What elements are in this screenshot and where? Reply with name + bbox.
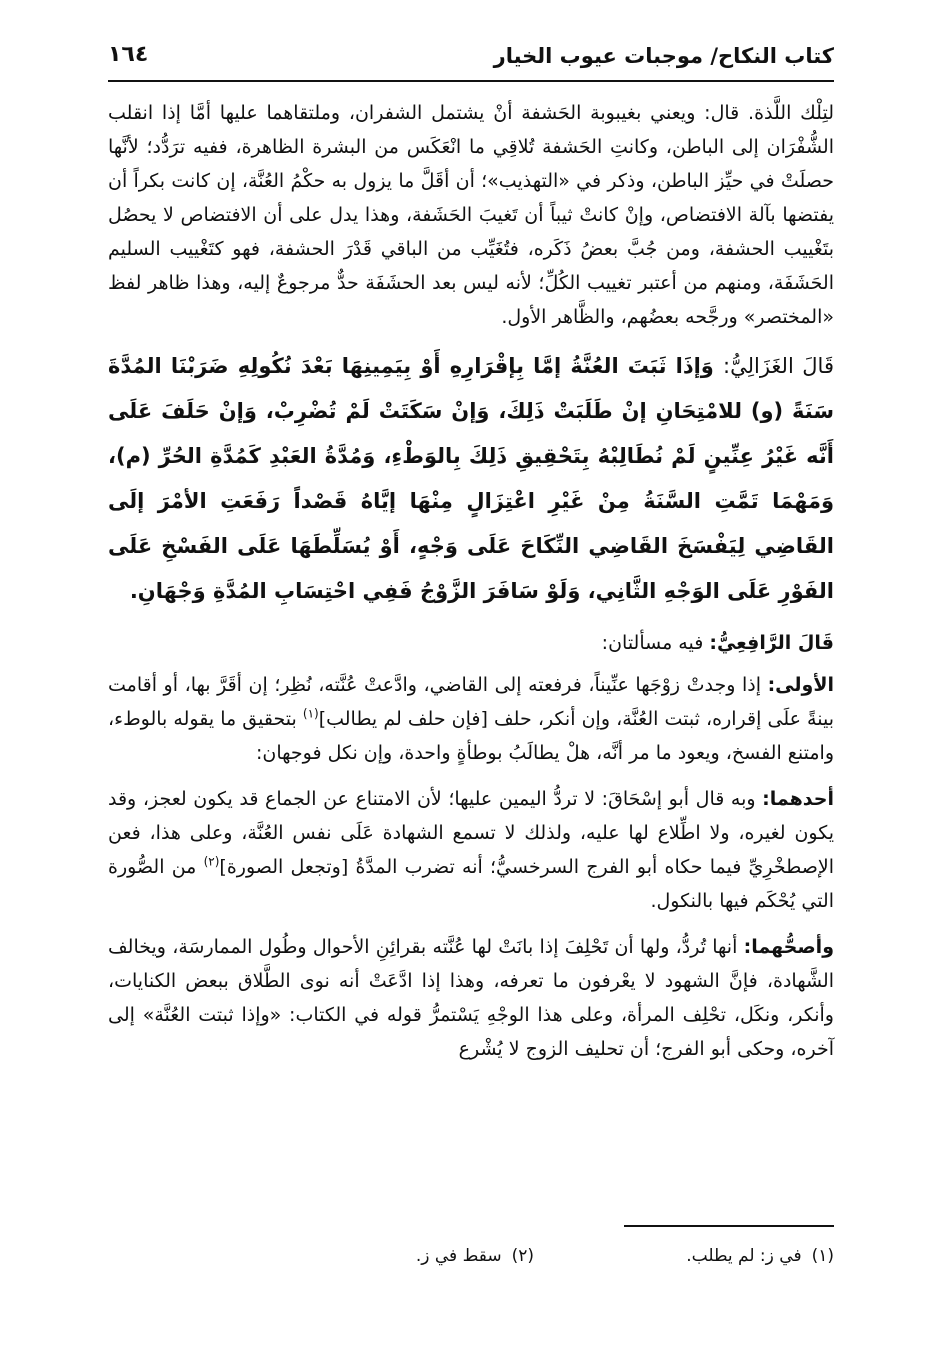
first-view [108, 782, 834, 918]
ghazali-text: وَإذَا ثَبَتَ العُنَّةُ إمَّا بِإقْرَارِهِ أَوْ بِيَمِينِهَا بَعْدَ نُكُولِهِ ضَرَبْنَا المُدَّةَ سَنَةً (و) للامْتِحَانِ إنْ طَلَبَتْ ذَلِكَ، وَإنْ سَكَتَتْ لَمْ تُضْرِبْ، وَإنْ حَلَفَ عَلَى أَنَّه غَيْرُ عِنِّينٍ لَمْ نُطَالِبْهُ بِتَحْقِيقِ ذَلِكَ بِالوَطْءِ، وَمُدَّةُ العَبْدِ كَمُدَّةِ الحُرِّ (م)، وَمَهْمَا تَمَّتِ السَّنَةُ مِنْ غَيْرِ اعْتِزَالٍ مِنْهَا إيَّاهُ قَصْداً رَفَعَتِ الأمْرَ إلَى القَاضِي لِيَفْسَخَ القَاضِي النِّكَاحَ عَلَى وَجْهٍ، أَوْ يُسَلِّطَهَا عَلَى الفَسْخِ عَلَى الفَوْرِ عَلَى الوَجْهِ الثَّانِي، وَلَوْ سَافَرَ الزَّوْجُ فَفِي احْتِسَابِ المُدَّةِ وَجْهَانِ. [108, 354, 834, 603]
footnote-ref-1: (١) [302, 706, 319, 721]
first-view-text-b: من الصُّورة التي يُحْكَم فيها بالنكول. [108, 856, 834, 912]
rafii-label: قَالَ الرَّافِعِيُّ: [709, 632, 834, 654]
second-view-text: أنها تُردُّ، ولها أن تَحْلِفَ إذا بانَتْ لها عُنَّته بقرائِنِ الأحوال وطُول الممارسَة، ويخالف الشَّهادة، فإنَّ الشهود لا يعْرفون ما تعرفه، وهذا إذا ادَّعَتْ أنه نوى الطَّلاق ببعض الكنايات، وأنكر، ونكَل، تحْلِف المرأة، وعلى هذا الوجْهِ يَسْتمرُّ قوله في الكتاب: «وإذا ثبتت العُنَّة» إلى آخره، وحكى أبو الفرج؛ أن تحليف الزوج لا يُشْرع [108, 936, 834, 1060]
footnotes [108, 1246, 834, 1266]
rafii-text: فيه مسألتان: [601, 632, 704, 654]
footnote-1-text: في ز: لم يطلب. [686, 1246, 802, 1266]
second-view [108, 930, 834, 1066]
footnote-2-number: (٢) [511, 1246, 534, 1266]
page-number: ١٦٤ [108, 42, 149, 67]
running-header [108, 28, 834, 82]
footnote-ref-2: (٢) [203, 854, 220, 869]
first-issue-text-b: بتحقيق ما يقوله بالوطء، وامتنع الفسخ، ويعود ما مر أنَّه، هلْ يطالَبُ بوطأةٍ واحدة، وإن نكل فوجهان: [108, 708, 834, 764]
first-issue [108, 668, 834, 770]
footnote-1 [534, 1246, 834, 1266]
paragraph-hashfa: لتِلْك اللَّذة. قال: ويعني بغيبوبة الحَشفة أنْ يشتمل الشفران، وملتقاهما عليها أمَّا إذا انقلب الشُّفْرَان إلى الباطن، وكانتِ الحَشفة تُلاقِي ما انْعَكَس من البشرة الظاهرة، ففيه ترَدُّد؛ لأنَّها حصلَتْ في حيِّز الباطن، وذكر في «التهذيب»؛ أن أقَلَّ ما يزول به حكْمُ العُنَّة، إن كانت بكراً أن يفتضها بآلة الافتضاص، وإنْ كانتْ ثيباً أن تَغيبَ الحَشَفة، وهذا يدل على أن الافتضاص لا يحصُل بتَغْييب الحشفة، ومن جُبَّ بعضُ ذَكَره، فتُغَيِّب من الباقي قَدْرَ الحشفة، فهو كتَغْييب السليم الحَشَفَة، ومنهم من أعتبر تغييب الكُلِّ؛ لأنه ليس بعد الحشَفَة حدٌّ مرجوعٌ إليه، وهذا ظاهر لفظ «المختصر» ورجَّحه بعضُهم، والظَّاهر الأول. [108, 102, 834, 328]
footnote-1-number: (١) [811, 1246, 834, 1266]
footnote-2 [416, 1246, 534, 1266]
second-view-label: وأصحُّهما: [743, 936, 834, 958]
footnote-divider [624, 1225, 834, 1227]
ghazali-matn [108, 344, 834, 614]
first-issue-text-a: إذا وجدتْ زوْجَها عنِّيناً، فرفعته إلى القاضي، وادَّعتْ عُنَّته، نُظِر؛ إن أقَرَّ بها، أو أقامت بينةً علَى إقراره، ثبتت العُنَّة، وإن أنكر، حلف [فإن حلف لم يطالب] [108, 674, 834, 730]
page-content [108, 96, 834, 1066]
footnote-2-text: سقط في ز. [415, 1246, 502, 1266]
ghazali-label: قَالَ الغَزَالِيُّ: [723, 354, 834, 378]
first-view-text-a: وبه قال أبو إسْحَاقَ: لا تردُّ اليمين عليها؛ لأن الامتناع عن الجماع قد يكون لعجز، وقد يكون لغيره، ولا اطِّلاع لها عليه، ولذلك لا تسمع الشهادة عَلَى نفس العُنَّة، وعلى هذا، فعن الإصطخْرِيِّ فيما حكاه أبو الفرج السرخسيُّ؛ أنه تضرب المدَّةُ [وتجعل الصورة] [108, 788, 834, 878]
chapter-title: كتاب النكاح/ موجبات عيوب الخيار [493, 44, 834, 68]
rafii-intro [108, 626, 834, 660]
first-issue-label: الأولى: [767, 674, 834, 696]
book-page [108, 28, 834, 1328]
first-view-label: أحدهما: [762, 788, 834, 810]
